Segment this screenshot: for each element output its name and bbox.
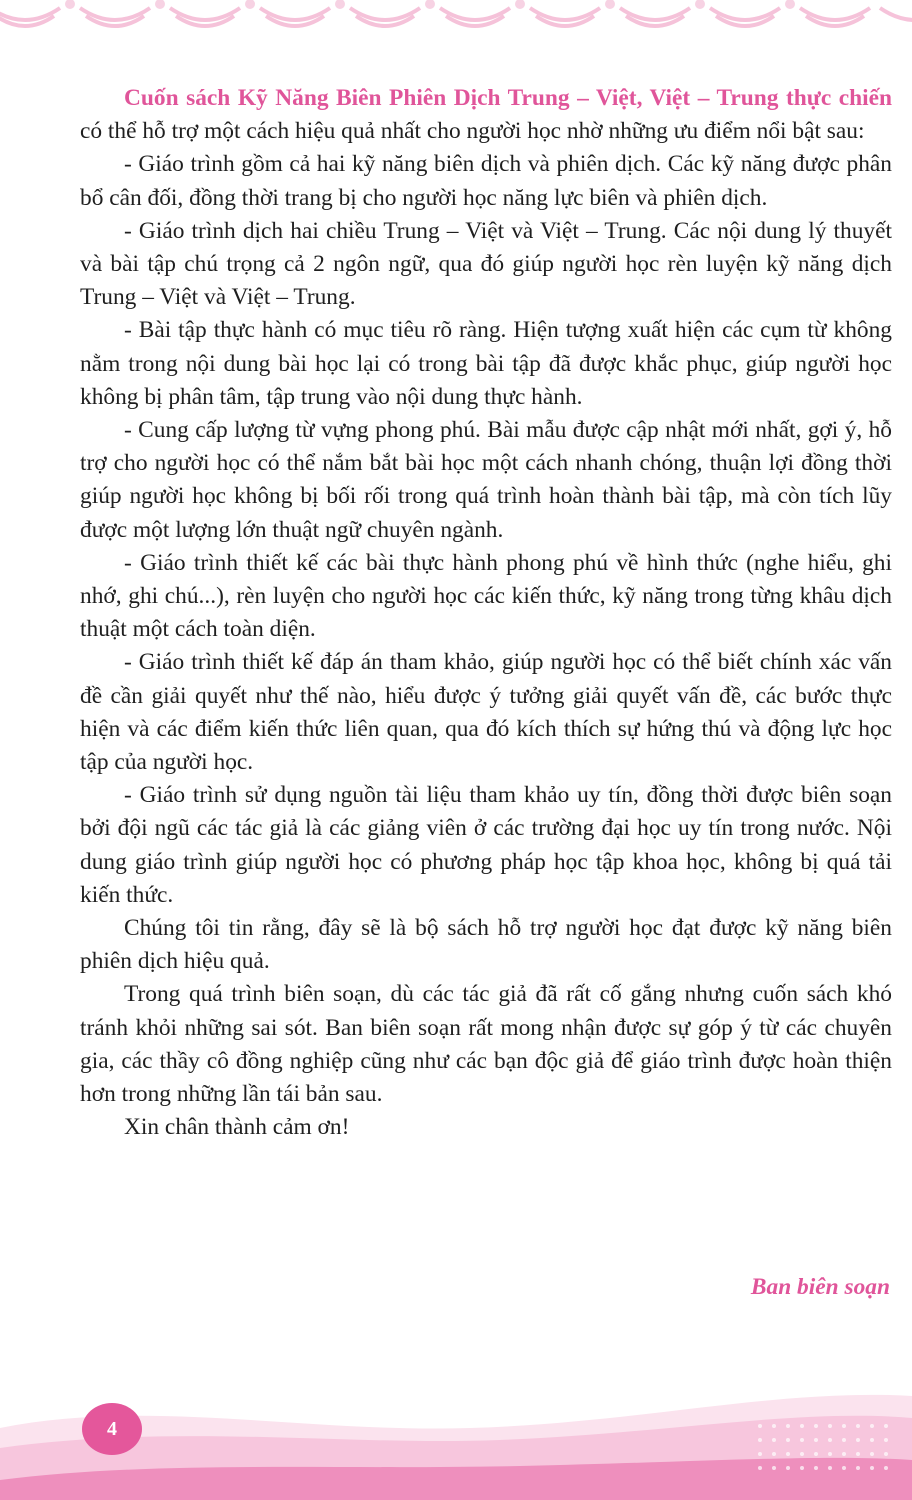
- feature-vocabulary: - Cung cấp lượng từ vựng phong phú. Bài mẫu được cập nhật mới nhất, gợi ý, hỗ trợ cho người học có thể nắm bắt bài học một cách nhanh chóng, thuận lợi đồng thời giúp người học không bị bối rối trong quá trình hoàn thành bài tập, mà còn tích lũy được một lượng lớn thuật ngữ chuyên ngành.: [80, 417, 892, 543]
- feature-reference-sources: - Giáo trình sử dụng nguồn tài liệu tham khảo uy tín, đồng thời được biên soạn bởi đội ngũ các tác giả là các giảng viên ở các trường đại học uy tín trong nước. Nội dung giáo trình giúp người học có phương pháp học tập khoa học, không bị quá tải kiến thức.: [80, 782, 892, 908]
- decorative-top-border: [0, 0, 912, 50]
- closing-thanks: Xin chân thành cảm ơn!: [124, 1114, 350, 1141]
- feature-practice-exercises: - Bài tập thực hành có mục tiêu rõ ràng. Hiện tượng xuất hiện các cụm từ không nằm trong nội dung bài học lại có trong bài tập đã được khắc phục, giúp người học không bị phân tâm, tập trung vào nội dung thực hành.: [80, 317, 892, 410]
- feature-exercise-formats: - Giáo trình thiết kế các bài thực hành phong phú về hình thức (nghe hiểu, ghi nhớ, ghi chú...), rèn luyện cho người học các kiến thức, kỹ năng trong từng khâu dịch thuật một cách toàn diện.: [80, 549, 892, 643]
- feature-answer-keys: - Giáo trình thiết kế đáp án tham khảo, giúp người học có thể biết chính xác vấn đề cần giải quyết như thế nào, hiểu được ý tưởng giải quyết vấn đề, các bước thực hiện và các điểm kiến thức liên quan, qua đó kích thích sự hứng thú và động lực học tập của người học.: [80, 649, 892, 776]
- page-number-badge: 4: [82, 1403, 142, 1455]
- feature-bilingual-skills: - Giáo trình gồm cả hai kỹ năng biên dịch và phiên dịch. Các kỹ năng được phân bổ cân đối, đồng thời trang bị cho người học năng lực biên và phiên dịch.: [80, 151, 892, 211]
- body-text: [80, 82, 892, 1145]
- closing-belief: Chúng tôi tin rằng, đây sẽ là bộ sách hỗ trợ người học đạt được kỹ năng biên phiên dịch hiệu quả.: [80, 915, 892, 975]
- closing-feedback-request: Trong quá trình biên soạn, dù các tác giả đã rất cố gắng nhưng cuốn sách khó tránh khỏi những sai sót. Ban biên soạn rất mong nhận được sự góp ý từ các chuyên gia, các thầy cô đồng nghiệp cũng như các bạn độc giả để giáo trình được hoàn thiện hơn trong những lần tái bản sau.: [80, 981, 892, 1108]
- feature-two-way-translation: - Giáo trình dịch hai chiều Trung – Việt và Việt – Trung. Các nội dung lý thuyết và bài tập chú trọng cả 2 ngôn ngữ, qua đó giúp người học rèn luyện kỹ năng dịch Trung – Việt và Việt – Trung.: [80, 217, 892, 311]
- intro-text: có thể hỗ trợ một cách hiệu quả nhất cho người học nhờ những ưu điểm nổi bật sau:: [80, 118, 865, 145]
- book-title-highlight: Cuốn sách Kỹ Năng Biên Phiên Dịch Trung – Việt, Việt – Trung thực chiến: [124, 85, 892, 111]
- signature: Ban biên soạn: [750, 1274, 890, 1300]
- intro-paragraph: [80, 82, 892, 148]
